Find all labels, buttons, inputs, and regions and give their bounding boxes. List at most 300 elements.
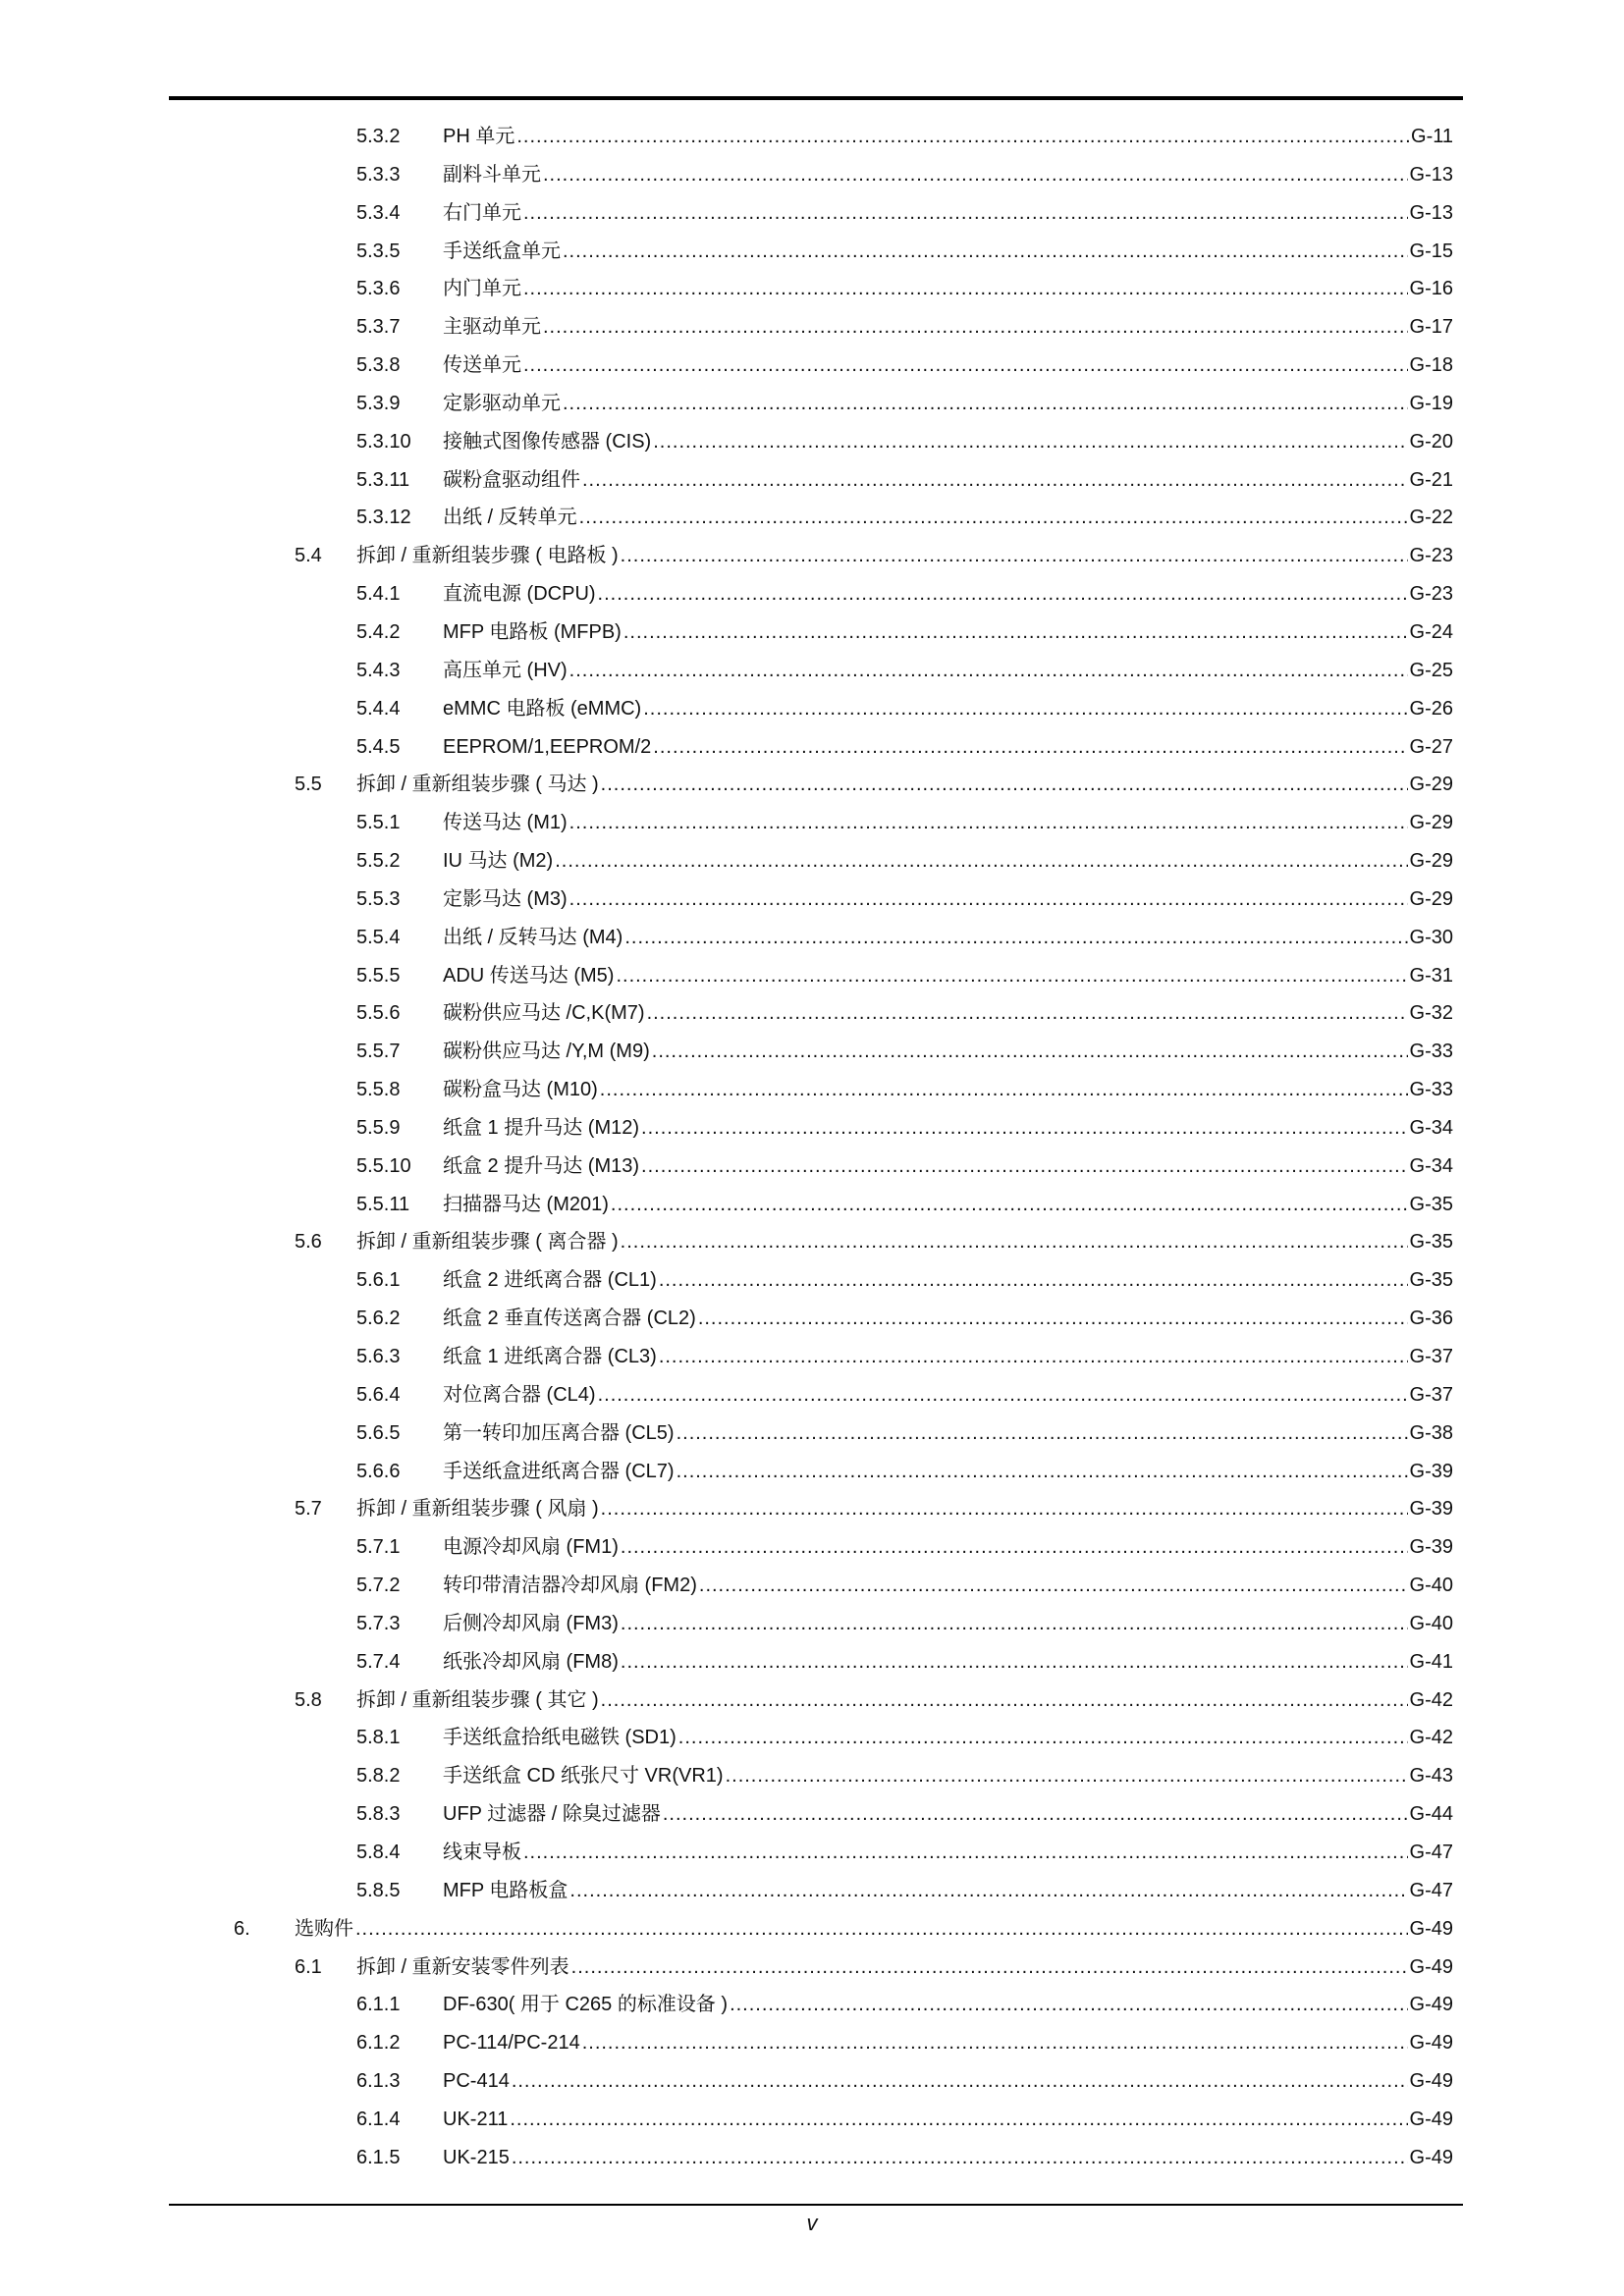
toc-entry[interactable] <box>0 1267 1624 1306</box>
toc-entry[interactable] <box>0 1725 1624 1763</box>
dot-leader <box>555 848 1407 874</box>
dot-leader <box>563 391 1408 416</box>
dot-leader <box>621 1649 1408 1675</box>
toc-entry-title[interactable]: PC-414 <box>443 2070 510 2093</box>
toc-entry-line <box>356 772 1453 797</box>
toc-entry-line <box>356 1954 1453 1980</box>
toc-entry-line <box>443 848 1453 874</box>
toc-entry-title[interactable]: 后侧冷却风扇 (FM3) <box>443 1612 619 1634</box>
toc-entry-line <box>443 1611 1453 1636</box>
toc-entry-number: 5.5.3 <box>356 887 401 910</box>
toc-entry[interactable] <box>0 886 1624 925</box>
toc-entry-title[interactable]: 纸盒 1 提升马达 (M12) <box>443 1116 640 1139</box>
dot-leader <box>601 1687 1408 1713</box>
toc-entry-page[interactable]: G-47 <box>1409 1879 1453 1901</box>
dot-leader <box>598 581 1408 607</box>
dot-leader <box>601 1496 1408 1522</box>
toc-entry-page[interactable]: G-29 <box>1409 887 1453 910</box>
dot-leader <box>523 1840 1408 1865</box>
toc-entry-title[interactable]: 定影驱动单元 <box>443 392 561 414</box>
dot-leader <box>512 2068 1408 2094</box>
toc-entry-line <box>443 619 1453 645</box>
toc-entry-line <box>443 734 1453 760</box>
toc-entry-page[interactable]: G-29 <box>1409 850 1453 873</box>
toc-entry-number: 5.3.12 <box>356 507 411 529</box>
toc-entry-page[interactable]: G-36 <box>1409 1308 1453 1330</box>
toc-entry-page[interactable]: G-29 <box>1409 774 1453 796</box>
toc-entry-title[interactable]: 碳粉盒驱动组件 <box>443 468 580 491</box>
toc-entry[interactable] <box>0 467 1624 506</box>
toc-entry[interactable] <box>0 1344 1624 1382</box>
toc-entry-page[interactable]: G-27 <box>1409 735 1453 758</box>
toc-entry-page[interactable]: G-49 <box>1409 2032 1453 2055</box>
toc-entry-number: 5.5.10 <box>356 1154 411 1177</box>
toc-entry-page[interactable]: G-49 <box>1409 1917 1453 1940</box>
toc-entry-number: 5.8.1 <box>356 1727 401 1749</box>
toc-entry[interactable] <box>0 1420 1624 1459</box>
page-number: v <box>806 2211 818 2235</box>
toc-entry-page[interactable]: G-49 <box>1409 2108 1453 2130</box>
toc-entry-title[interactable]: MFP 电路板 (MFPB) <box>443 620 622 643</box>
toc-entry-title[interactable]: 直流电源 (DCPU) <box>443 583 596 606</box>
toc-entry[interactable] <box>0 1992 1624 2030</box>
toc-entry[interactable] <box>0 581 1624 619</box>
toc-entry-page[interactable]: G-39 <box>1409 1460 1453 1482</box>
toc-entry-line <box>443 1459 1453 1484</box>
toc-entry-line <box>443 1420 1453 1446</box>
dot-leader <box>653 734 1407 760</box>
toc-entry-title[interactable]: 纸张冷却风扇 (FM8) <box>443 1650 619 1673</box>
toc-entry-title[interactable]: 手送纸盒拾纸电磁铁 (SD1) <box>443 1727 677 1749</box>
toc-entry-line <box>295 1916 1453 1942</box>
dot-leader <box>563 239 1408 264</box>
dot-leader <box>569 1878 1407 1903</box>
toc-entry[interactable] <box>0 429 1624 467</box>
toc-entry-page[interactable]: G-40 <box>1409 1612 1453 1634</box>
toc-entry-line <box>443 1801 1453 1827</box>
toc-entry-line <box>443 391 1453 416</box>
dot-leader <box>523 352 1408 378</box>
toc-entry[interactable] <box>0 619 1624 658</box>
toc-entry-number: 5.7 <box>295 1498 322 1521</box>
toc-entry-page[interactable]: G-34 <box>1409 1154 1453 1177</box>
toc-entry-line <box>443 2145 1453 2170</box>
toc-entry-number: 5.8 <box>295 1688 322 1711</box>
toc-entry-line <box>443 1992 1453 2017</box>
dot-leader <box>677 1420 1408 1446</box>
toc-entry-title[interactable]: IU 马达 (M2) <box>443 850 554 873</box>
toc-entry-number: 5.6.5 <box>356 1421 401 1444</box>
toc-entry[interactable] <box>0 2068 1624 2107</box>
toc-entry-page[interactable]: G-17 <box>1409 316 1453 339</box>
dot-leader <box>523 276 1408 301</box>
toc-entry-page[interactable]: G-42 <box>1409 1688 1453 1711</box>
toc-entry-line <box>443 1725 1453 1750</box>
dot-leader <box>582 467 1408 493</box>
toc-entry-line <box>443 276 1453 301</box>
toc-entry-line <box>443 239 1453 264</box>
toc-entry-number: 5.3.4 <box>356 201 401 224</box>
toc-entry[interactable] <box>0 1306 1624 1344</box>
toc-entry-title[interactable]: 纸盒 2 提升马达 (M13) <box>443 1154 640 1177</box>
toc-entry-line <box>443 1077 1453 1102</box>
toc-entry-title[interactable]: PC-114/PC-214 <box>443 2032 580 2055</box>
toc-entry-page[interactable]: G-22 <box>1409 507 1453 529</box>
dot-leader <box>621 1611 1408 1636</box>
toc-entry-title[interactable]: 主驱动单元 <box>443 316 541 339</box>
toc-entry-line <box>443 1534 1453 1560</box>
toc-entry-page[interactable]: G-20 <box>1409 430 1453 453</box>
toc-entry-number: 5.8.5 <box>356 1879 401 1901</box>
toc-entry-page[interactable]: G-35 <box>1409 1193 1453 1215</box>
toc-entry[interactable] <box>0 239 1624 277</box>
toc-entry[interactable] <box>0 1192 1624 1230</box>
toc-entry-title[interactable]: 碳粉供应马达 /C,K(M7) <box>443 1002 645 1025</box>
toc-entry-page[interactable]: G-49 <box>1409 1994 1453 2016</box>
toc-entry-page[interactable]: G-15 <box>1409 240 1453 262</box>
toc-entry-number: 5.3.7 <box>356 316 401 339</box>
dot-leader <box>355 1916 1408 1942</box>
toc-entry[interactable] <box>0 734 1624 773</box>
dot-leader <box>698 1306 1408 1331</box>
toc-entry-number: 5.3.6 <box>356 278 401 300</box>
dot-leader <box>598 1382 1408 1408</box>
toc-entry-title[interactable]: 转印带清洁器冷却风扇 (FM2) <box>443 1575 697 1597</box>
toc-entry-page[interactable]: G-13 <box>1409 163 1453 186</box>
toc-entry-page[interactable]: G-43 <box>1409 1765 1453 1788</box>
toc-entry[interactable] <box>0 1687 1624 1726</box>
toc-entry-number: 6. <box>234 1917 250 1940</box>
toc-entry[interactable] <box>0 2030 1624 2068</box>
dot-leader <box>730 1992 1407 2017</box>
dot-leader <box>510 2107 1407 2132</box>
toc-entry-title[interactable]: 接触式图像传感器 (CIS) <box>443 430 652 453</box>
toc-entry-number: 5.8.2 <box>356 1765 401 1788</box>
toc-entry-number: 5.5.8 <box>356 1079 401 1101</box>
toc-entry-line <box>443 314 1453 340</box>
toc-entry[interactable] <box>0 200 1624 239</box>
toc-entry-title[interactable]: 手送纸盒进纸离合器 (CL7) <box>443 1460 675 1482</box>
toc-entry-page[interactable]: G-19 <box>1409 392 1453 414</box>
toc-entry-number: 5.4.4 <box>356 697 401 720</box>
toc-entry-line <box>443 505 1453 530</box>
toc-entry-line <box>443 429 1453 454</box>
toc-entry-page[interactable]: G-44 <box>1409 1803 1453 1826</box>
toc-entry-title[interactable]: 高压单元 (HV) <box>443 659 568 681</box>
toc-entry-title[interactable]: 拆卸 / 重新组装步骤 ( 电路板 ) <box>356 545 619 567</box>
toc-entry-page[interactable]: G-40 <box>1409 1575 1453 1597</box>
toc-entry[interactable] <box>0 696 1624 734</box>
toc-entry[interactable] <box>0 1115 1624 1153</box>
toc-entry-line <box>443 581 1453 607</box>
toc-entry[interactable] <box>0 1382 1624 1420</box>
toc-entry-line <box>443 696 1453 721</box>
toc-entry[interactable] <box>0 810 1624 848</box>
toc-entry[interactable] <box>0 1763 1624 1801</box>
toc-entry-line <box>443 810 1453 835</box>
toc-entry-title[interactable]: 碳粉供应马达 /Y,M (M9) <box>443 1041 650 1063</box>
toc-entry-title[interactable]: 纸盒 2 垂直传送离合器 (CL2) <box>443 1308 696 1330</box>
toc-entry[interactable] <box>0 1077 1624 1115</box>
dot-leader <box>579 505 1408 530</box>
toc-entry[interactable] <box>0 543 1624 581</box>
toc-entry[interactable] <box>0 2107 1624 2145</box>
toc-entry-page[interactable]: G-41 <box>1409 1650 1453 1673</box>
toc-entry-page[interactable]: G-23 <box>1409 583 1453 606</box>
toc-entry-number: 5.4.3 <box>356 659 401 681</box>
toc-entry-number: 5.7.2 <box>356 1575 401 1597</box>
toc-entry-line <box>443 467 1453 493</box>
toc-entry-title[interactable]: DF-630( 用于 C265 的标准设备 ) <box>443 1994 729 2016</box>
toc-entry-page[interactable]: G-37 <box>1409 1383 1453 1406</box>
dot-leader <box>699 1573 1408 1598</box>
dot-leader <box>543 314 1408 340</box>
toc-entry-title[interactable]: 手送纸盒单元 <box>443 240 561 262</box>
toc-entry-number: 6.1 <box>295 1955 322 1978</box>
toc-entry-page[interactable]: G-37 <box>1409 1346 1453 1367</box>
toc-entry-title[interactable]: 拆卸 / 重新安装零件列表 <box>356 1955 569 1978</box>
dot-leader <box>582 2030 1408 2056</box>
toc-entry-page[interactable]: G-33 <box>1409 1079 1453 1101</box>
toc-entry-title[interactable]: ADU 传送马达 (M5) <box>443 964 615 987</box>
toc-entry-line <box>443 1267 1453 1293</box>
toc-entry-number: 6.1.5 <box>356 2146 401 2168</box>
toc-entry[interactable] <box>0 963 1624 1001</box>
dot-leader <box>569 658 1408 683</box>
toc-entry-title[interactable]: 出纸 / 反转单元 <box>443 507 577 529</box>
toc-entry-number: 5.6.6 <box>356 1460 401 1482</box>
dot-leader <box>611 1192 1408 1217</box>
dot-leader <box>543 162 1408 187</box>
toc-entry-number: 5.5.1 <box>356 812 401 834</box>
toc-entry-number: 5.4.1 <box>356 583 401 606</box>
toc-entry-page[interactable]: G-26 <box>1409 697 1453 720</box>
toc-entry-number: 5.6.3 <box>356 1346 401 1367</box>
toc-entry[interactable] <box>0 1496 1624 1534</box>
toc-entry-page[interactable]: G-21 <box>1409 468 1453 491</box>
toc-entry-line <box>443 1192 1453 1217</box>
toc-entry-line <box>443 162 1453 187</box>
toc-entry-page[interactable]: G-31 <box>1409 964 1453 987</box>
toc-entry[interactable] <box>0 1649 1624 1687</box>
toc-entry[interactable] <box>0 1801 1624 1840</box>
dot-leader <box>516 124 1409 149</box>
toc-entry[interactable] <box>0 124 1624 162</box>
toc-entry[interactable] <box>0 314 1624 352</box>
toc-entry-title[interactable]: 手送纸盒 CD 纸张尺寸 VR(VR1) <box>443 1765 724 1788</box>
toc-entry-line <box>443 658 1453 683</box>
dot-leader <box>678 1725 1408 1750</box>
dot-leader <box>569 886 1408 912</box>
toc-entry-number: 5.6.4 <box>356 1383 401 1406</box>
toc-entry-title[interactable]: 电源冷却风扇 (FM1) <box>443 1536 619 1559</box>
toc-entry-page[interactable]: G-35 <box>1409 1231 1453 1254</box>
toc-entry-line <box>443 2107 1453 2132</box>
toc-entry-number: 5.7.3 <box>356 1612 401 1634</box>
toc-entry-title[interactable]: MFP 电路板盒 <box>443 1879 568 1901</box>
toc-entry-number: 5.6.1 <box>356 1269 401 1292</box>
toc-entry-page[interactable]: G-35 <box>1409 1269 1453 1292</box>
toc-entry[interactable] <box>0 391 1624 429</box>
toc-entry-page[interactable]: G-49 <box>1409 2070 1453 2093</box>
toc-entry[interactable] <box>0 1954 1624 1993</box>
toc-entry-number: 5.3.10 <box>356 430 411 453</box>
toc-entry-number: 6.1.1 <box>356 1994 401 2016</box>
toc-entry[interactable] <box>0 1534 1624 1573</box>
toc-entry-line <box>443 1000 1453 1026</box>
dot-leader <box>600 1077 1408 1102</box>
dot-leader <box>621 1229 1408 1255</box>
toc-entry-title[interactable]: UK-215 <box>443 2146 510 2168</box>
toc-entry-page[interactable]: G-24 <box>1409 620 1453 643</box>
dot-leader <box>523 200 1408 226</box>
toc-entry-title[interactable]: 纸盒 2 进纸离合器 (CL1) <box>443 1269 657 1292</box>
dot-leader <box>624 925 1407 950</box>
toc-entry-title[interactable]: 内门单元 <box>443 278 521 300</box>
toc-entry-title[interactable]: 出纸 / 反转马达 (M4) <box>443 926 623 948</box>
toc-entry[interactable] <box>0 162 1624 200</box>
toc-entry-title[interactable]: 拆卸 / 重新组装步骤 ( 马达 ) <box>356 774 599 796</box>
toc-entry[interactable] <box>0 276 1624 314</box>
dot-leader <box>621 1534 1408 1560</box>
dot-leader <box>571 1954 1408 1980</box>
toc-entry-page[interactable]: G-18 <box>1409 354 1453 377</box>
toc-entry-number: 5.8.3 <box>356 1803 401 1826</box>
toc-entry-page[interactable]: G-13 <box>1409 201 1453 224</box>
toc-entry-title[interactable]: 传送单元 <box>443 354 521 377</box>
toc-entry-title[interactable]: 扫描器马达 (M201) <box>443 1193 609 1215</box>
toc-entry-number: 5.3.2 <box>356 126 401 147</box>
toc-entry-page[interactable]: G-16 <box>1409 278 1453 300</box>
toc-entry-line <box>356 1229 1453 1255</box>
toc-entry[interactable] <box>0 1878 1624 1916</box>
dot-leader <box>659 1344 1408 1369</box>
toc-entry[interactable] <box>0 1039 1624 1077</box>
toc-entry-title[interactable]: 线束导板 <box>443 1841 521 1863</box>
toc-entry-title[interactable]: UFP 过滤器 / 除臭过滤器 <box>443 1803 661 1826</box>
toc-entry-page[interactable]: G-38 <box>1409 1421 1453 1444</box>
toc-entry-number: 5.5.11 <box>356 1193 410 1215</box>
toc-entry-page[interactable]: G-30 <box>1409 926 1453 948</box>
toc-entry-line <box>443 1115 1453 1141</box>
toc-entry-number: 5.6.2 <box>356 1308 401 1330</box>
toc-entry-line <box>443 124 1453 149</box>
toc-entry-line <box>443 1573 1453 1598</box>
toc-entry[interactable] <box>0 505 1624 543</box>
toc-entry-number: 5.3.8 <box>356 354 401 377</box>
toc-entry-title[interactable]: 定影马达 (M3) <box>443 887 568 910</box>
toc-entry[interactable] <box>0 1153 1624 1192</box>
toc-entry-page[interactable]: G-25 <box>1409 659 1453 681</box>
toc-entry-title[interactable]: 碳粉盒马达 (M10) <box>443 1079 598 1101</box>
toc-entry-number: 6.1.4 <box>356 2108 401 2130</box>
toc-entry-title[interactable]: EEPROM/1,EEPROM/2 <box>443 735 652 758</box>
toc-entry-title[interactable]: 拆卸 / 重新组装步骤 ( 离合器 ) <box>356 1231 619 1254</box>
toc-entry-number: 5.4.2 <box>356 620 401 643</box>
toc-entry[interactable] <box>0 772 1624 810</box>
toc-entry[interactable] <box>0 1459 1624 1497</box>
toc-entry-line <box>443 1840 1453 1865</box>
dot-leader <box>647 1000 1408 1026</box>
toc-entry-number: 5.8.4 <box>356 1841 401 1863</box>
toc-entry-page[interactable]: G-49 <box>1409 1955 1453 1978</box>
toc-entry[interactable] <box>0 1611 1624 1649</box>
toc-entry-title[interactable]: 传送马达 (M1) <box>443 812 568 834</box>
toc-entry-page[interactable]: G-49 <box>1409 2146 1453 2168</box>
toc-entry-page[interactable]: G-42 <box>1409 1727 1453 1749</box>
toc-entry-title[interactable]: 对位离合器 (CL4) <box>443 1383 596 1406</box>
toc-entry-title[interactable]: 第一转印加压离合器 (CL5) <box>443 1421 675 1444</box>
toc-entry-page[interactable]: G-39 <box>1409 1536 1453 1559</box>
toc-entry-page[interactable]: G-11 <box>1411 126 1453 147</box>
dot-leader <box>663 1801 1408 1827</box>
toc-entry-number: 5.4 <box>295 545 322 567</box>
toc-entry-line <box>443 1878 1453 1903</box>
toc-entry-number: 6.1.3 <box>356 2070 401 2093</box>
toc-entry-title[interactable]: UK-211 <box>443 2108 509 2130</box>
toc-entry-line <box>356 543 1453 568</box>
toc-entry[interactable] <box>0 1229 1624 1267</box>
toc-entry-number: 5.5.7 <box>356 1041 401 1063</box>
toc-entry[interactable] <box>0 848 1624 886</box>
toc-entry[interactable] <box>0 1573 1624 1611</box>
toc-entry-page[interactable]: G-47 <box>1409 1841 1453 1863</box>
toc-entry[interactable] <box>0 1000 1624 1039</box>
toc-entry-page[interactable]: G-33 <box>1409 1041 1453 1063</box>
toc-entry[interactable] <box>0 1916 1624 1954</box>
toc-entry-line <box>443 1763 1453 1789</box>
toc-entry-number: 5.6 <box>295 1231 322 1254</box>
toc-entry[interactable] <box>0 925 1624 963</box>
toc-entry-page[interactable]: G-23 <box>1409 545 1453 567</box>
toc-entry-page[interactable]: G-34 <box>1409 1116 1453 1139</box>
toc-entry-line <box>443 2068 1453 2094</box>
dot-leader <box>641 1153 1408 1179</box>
toc-entry[interactable] <box>0 352 1624 391</box>
toc-entry-title[interactable]: 纸盒 1 进纸离合器 (CL3) <box>443 1346 657 1367</box>
toc-entry-line <box>443 1153 1453 1179</box>
toc-entry-title[interactable]: PH 单元 <box>443 126 515 147</box>
toc-entry-number: 5.7.4 <box>356 1650 401 1673</box>
toc-entry-title[interactable]: 拆卸 / 重新组装步骤 ( 风扇 ) <box>356 1498 599 1521</box>
toc-entry-page[interactable]: G-39 <box>1409 1498 1453 1521</box>
toc-entry-line <box>443 963 1453 988</box>
toc-entry[interactable] <box>0 658 1624 696</box>
toc-entry[interactable] <box>0 2145 1624 2183</box>
dot-leader <box>659 1267 1408 1293</box>
toc-entry-title[interactable]: 副料斗单元 <box>443 163 541 186</box>
dot-leader <box>677 1459 1408 1484</box>
dot-leader <box>643 696 1407 721</box>
dot-leader <box>623 619 1408 645</box>
toc-entry-line <box>443 1649 1453 1675</box>
toc-entry-title[interactable]: 拆卸 / 重新组装步骤 ( 其它 ) <box>356 1688 599 1711</box>
table-of-contents <box>0 124 1624 2183</box>
toc-entry-title[interactable]: 选购件 <box>295 1917 353 1940</box>
toc-entry-number: 5.5 <box>295 774 322 796</box>
toc-entry[interactable] <box>0 1840 1624 1878</box>
toc-entry-title[interactable]: eMMC 电路板 (eMMC) <box>443 697 642 720</box>
toc-entry-page[interactable]: G-29 <box>1409 812 1453 834</box>
toc-entry-line <box>356 1687 1453 1713</box>
toc-entry-page[interactable]: G-32 <box>1409 1002 1453 1025</box>
footer-rule <box>169 2204 1463 2206</box>
toc-entry-line <box>443 200 1453 226</box>
dot-leader <box>616 963 1407 988</box>
dot-leader <box>641 1115 1408 1141</box>
toc-entry-title[interactable]: 右门单元 <box>443 201 521 224</box>
toc-entry-line <box>443 1039 1453 1064</box>
